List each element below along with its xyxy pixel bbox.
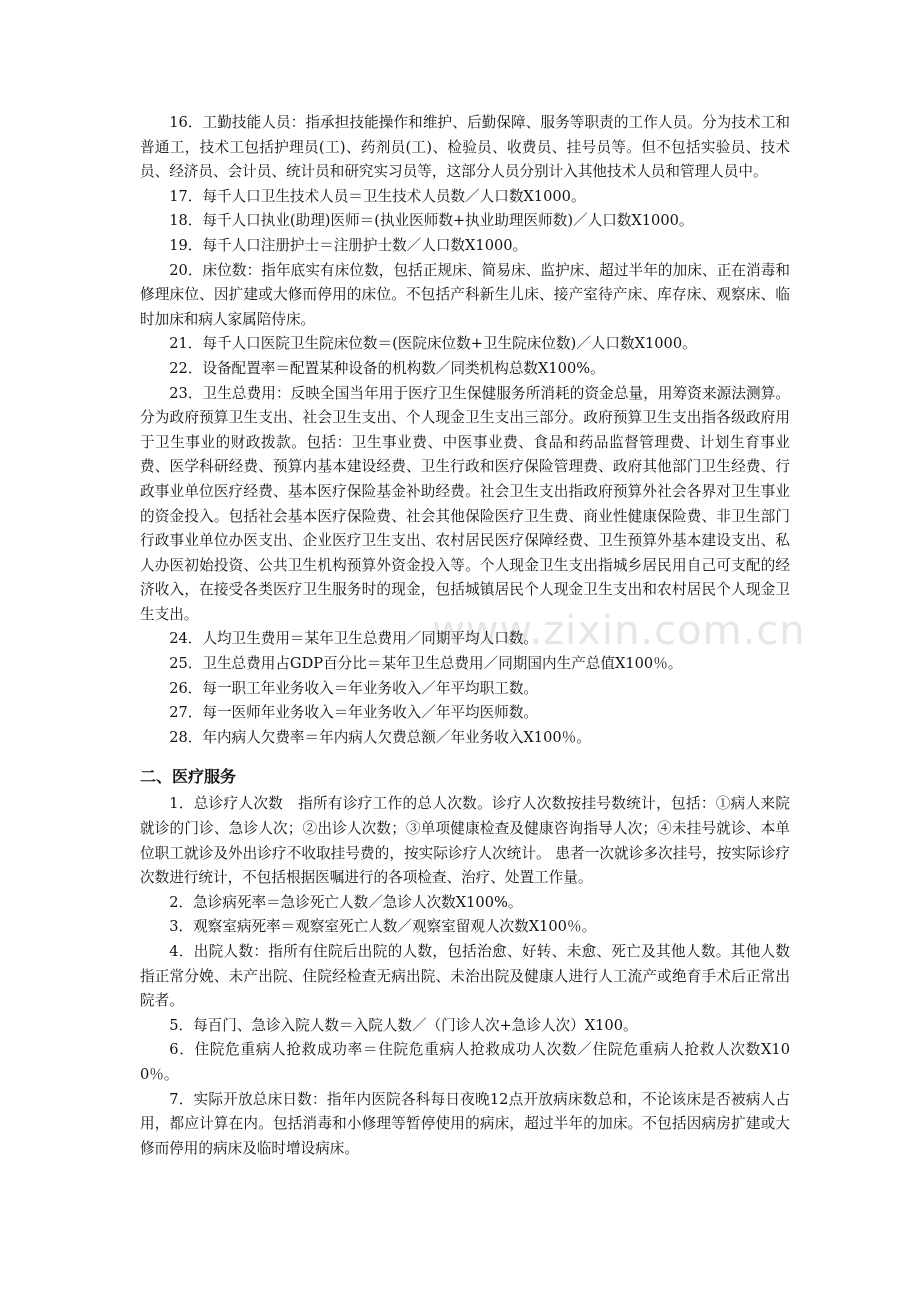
paragraph-2-6: 6．住院危重病人抢救成功率＝住院危重病人抢救成功人次数／住院危重病人抢救人次数X100％。: [140, 1041, 790, 1083]
paragraph-21: 21．每千人口医院卫生院床位数＝(医院床位数+卫生院床位数)／人口数X1000。: [169, 335, 697, 353]
watermark-text: www.zixin.com.cn: [432, 608, 806, 654]
paragraph-22: 22．设备配置率＝配置某种设备的机构数／同类机构总数X100%。: [169, 359, 605, 377]
paragraph-20: 20．床位数：指年底实有床位数，包括正规床、简易床、监护床、超过半年的加床、正在消毒和修理床位、因扩建或大修而停用的床位。不包括产科新生儿床、接产室待产床、库存床、观察床、临时加床和病人家属陪侍床。: [140, 261, 790, 328]
paragraph-26: 26．每一职工年业务收入＝年业务收入／年平均职工数。: [169, 679, 539, 697]
paragraph-2-7: 7．实际开放总床日数：指年内医院各科每日夜晚12点开放病床数总和，不论该床是否被病人占用，都应计算在内。包括消毒和小修理等暂停使用的病床，超过半年的加床。不包括因病房扩建或大修而停用的病床及临时增设病床。: [140, 1090, 790, 1157]
section-workforce-indicators: [140, 111, 790, 750]
paragraph-25: 25．卫生总费用占GDP百分比＝某年卫生总费用／同期国内生产总值X100％。: [169, 655, 683, 673]
paragraph-2-5: 5．每百门、急诊入院人数＝入院人数／（门诊人次+急诊人次）X100。: [169, 1016, 638, 1034]
paragraph-27: 27．每一医师年业务收入＝年业务收入／年平均医师数。: [169, 704, 539, 722]
section-medical-services: [140, 792, 790, 1161]
paragraph-18: 18．每千人口执业(助理)医师＝(执业医师数+执业助理医师数)／人口数X1000。: [169, 212, 694, 230]
paragraph-17: 17．每千人口卫生技术人员＝卫生技术人员数／人口数X1000。: [169, 187, 586, 205]
paragraph-24: 24．人均卫生费用＝某年卫生总费用／同期平均人口数。: [169, 630, 539, 648]
paragraph-2-1: 1．总诊疗人次数 指所有诊疗工作的总人次数。诊疗人次数按挂号数统计，包括：①病人来院就诊的门诊、急诊人次；②出诊人次数；③单项健康检查及健康咨询指导人次；④未挂号就诊、本单位职工就诊及外出诊疗不收取挂号费的，按实际诊疗人次统计。 患者一次就诊多次挂号，按实际诊疗次数进行统计，不包括根据医嘱进行的各项检查、治疗、处置工作量。: [140, 795, 790, 887]
paragraph-16: 16．工勤技能人员：指承担技能操作和维护、后勤保障、服务等职责的工作人员。分为技术工和普通工，技术工包括护理员(工)、药剂员(工)、检验员、收费员、挂号员等。但不包括实验员、技术员、经济员、会计员、统计员和研究实习员等，这部分人员分别计入其他技术人员和管理人员中。: [140, 114, 790, 181]
paragraph-23: 23．卫生总费用：反映全国当年用于医疗卫生保健服务所消耗的资金总量，用筹资来源法测算。分为政府预算卫生支出、社会卫生支出、个人现金卫生支出三部分。政府预算卫生支出指各级政府用于卫生事业的财政拨款。包括：卫生事业费、中医事业费、食品和药品监督管理费、计划生育事业费、医学科研经费、预算内基本建设经费、卫生行政和医疗保险管理费、政府其他部门卫生经费、行政事业单位医疗经费、基本医疗保险基金补助经费。社会卫生支出指政府预算外社会各界对卫生事业的资金投入。包括社会基本医疗保险费、社会其他保险医疗卫生费、商业性健康保险费、非卫生部门行政事业单位办医支出、企业医疗卫生支出、农村居民医疗保障经费、卫生预算外基本建设支出、私人办医初始投资、公共卫生机构预算外资金投入等。个人现金卫生支出指城乡居民用自己可支配的经济收入，在接受各类医疗卫生服务时的现金，包括城镇居民个人现金卫生支出和农村居民个人现金卫生支出。: [140, 384, 790, 623]
paragraph-28: 28．年内病人欠费率＝年内病人欠费总额／年业务收入X100％。: [169, 728, 591, 746]
paragraph-2-3: 3．观察室病死率＝观察室死亡人数／观察室留观人次数X100％。: [169, 918, 597, 936]
document-page: [140, 111, 790, 1161]
section-heading-medical-services: 二、医疗服务: [140, 767, 237, 787]
paragraph-2-2: 2．急诊病死率＝急诊死亡人数／急诊人次数X100%。: [169, 893, 523, 911]
paragraph-19: 19．每千人口注册护士＝注册护士数／人口数X1000。: [169, 236, 528, 254]
paragraph-2-4: 4．出院人数：指所有住院后出院的人数，包括治愈、好转、未愈、死亡及其他人数。其他人数指正常分娩、未产出院、住院经检查无病出院、未治出院及健康人进行人工流产或绝育手术后正常出院者。: [140, 943, 790, 1010]
